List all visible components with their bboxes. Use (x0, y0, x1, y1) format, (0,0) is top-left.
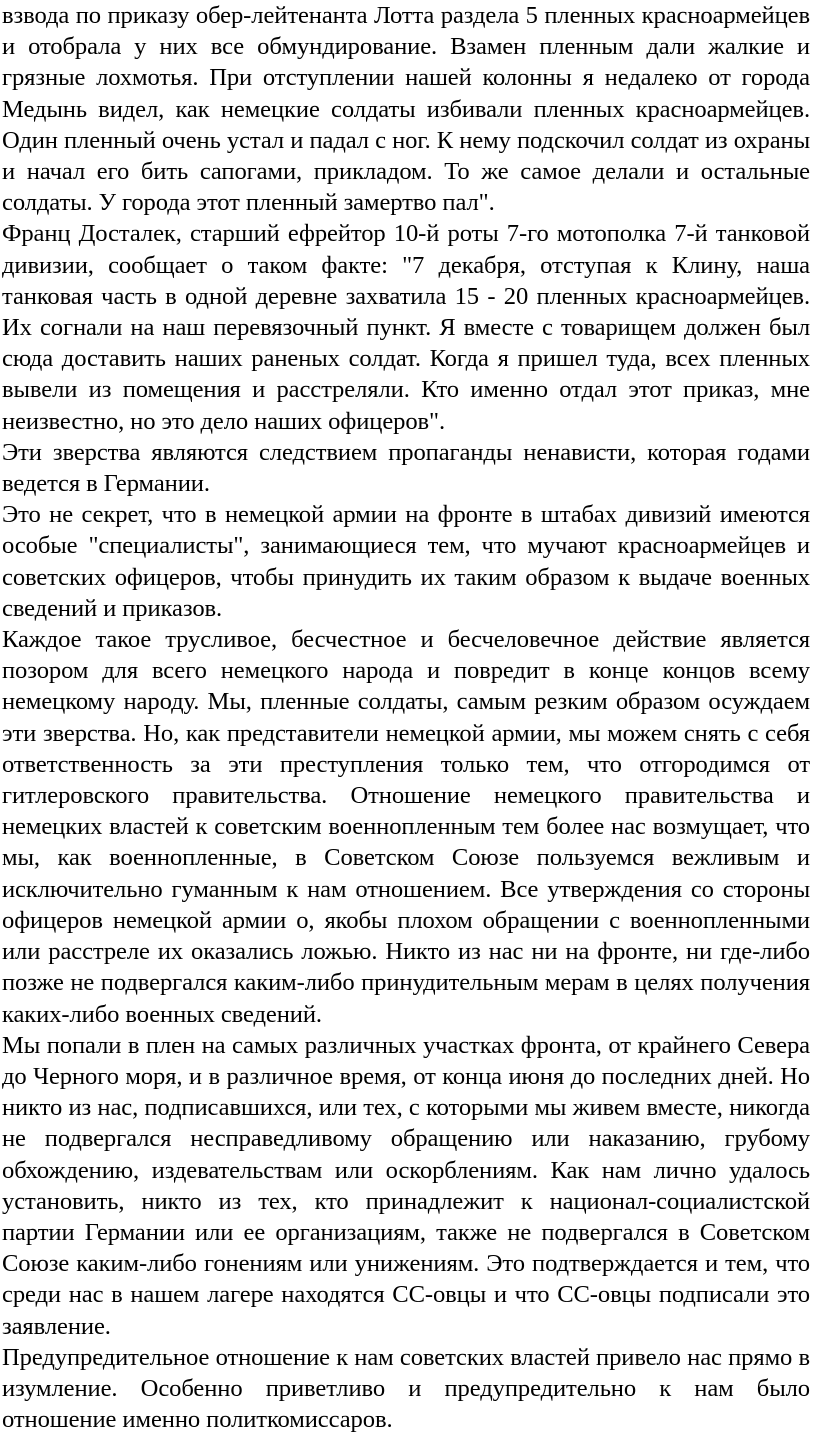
paragraph: Мы попали в плен на самых различных участках фронта, от крайнего Севера до Черного моря, и в различное время, от конца июня до последних дней. Но никто из нас, подписавшихся, или тех, с которыми мы живем вместе, никогда не подвергался несправедливому обращению или наказанию, грубому обхождению, издевательствам или оскорблениям. Как нам лично удалось установить, никто из тех, кто принадлежит к национал-социалистской партии Германии или ее организациям, также не подвергался в Советском Союзе каким-либо гонениям или унижениям. Это подтверждается и тем, что среди нас в нашем лагере находятся СС-овцы и что СС-овцы подписали это заявление. (2, 1031, 810, 1340)
paragraph: Каждое такое трусливое, бесчестное и бесчеловечное действие является позором для всего немецкого народа и повредит в конце концов всему немецкому народу. Мы, пленные солдаты, самым резким образом осуждаем эти зверства. Но, как представители немецкой армии, мы можем снять с себя ответственность за эти преступления только тем, что отгородимся от гитлеровского правительства. Отношение немецкого правительства и немецких властей к советским военнопленным тем более нас возмущает, что мы, как военнопленные, в Советском Союзе пользуемся вежливым и исключительно гуманным к нам отношением. Все утверждения со стороны офицеров немецкой армии о, якобы плохом обращении с военнопленными или расстреле их оказались ложью. Никто из нас ни на фронте, ни где-либо позже не подвергался каким-либо принудительным мерам в целях получения каких-либо военных сведений. (2, 626, 810, 1028)
paragraph: взвода по приказу обер-лейтенанта Лотта раздела 5 пленных красноармейцев и отобрала у них все обмундирование. Взамен пленным дали жалкие и грязные лохмотья. При отступлении нашей колонны я недалеко от города Медынь видел, как немецкие солдаты избивали пленных красноармейцев. Один пленный очень устал и падал с ног. К нему подскочил солдат из охраны и начал его бить сапогами, прикладом. То же самое делали и остальные солдаты. У города этот пленный замертво пал". (2, 2, 810, 217)
paragraph: Эти зверства являются следствием пропаганды ненависти, которая годами ведется в Германии. (2, 438, 810, 498)
paragraph: Франц Досталек, старший ефрейтор 10-й роты 7-го мотополка 7-й танковой дивизии, сообщает о таком факте: "7 декабря, отступая к Клину, наша танковая часть в одной деревне захватила 15 - 20 пленных красноармейцев. Их согнали на наш перевязочный пункт. Я вместе с товарищем должен был сюда доставить наших раненых солдат. Когда я пришел туда, всех пленных вывели из помещения и расстреляли. Кто именно отдал этот приказ, мне неизвестно, но это дело наших офицеров". (2, 220, 810, 435)
paragraph: Предупредительное отношение к нам советских властей привело нас прямо в изумление. Особенно приветливо и предупредительно к нам было отношение именно политкомиссаров. (2, 1343, 810, 1434)
paragraph: Это не секрет, что в немецкой армии на фронте в штабах дивизий имеются особые "специалисты", занимающиеся тем, что мучают красноармейцев и советских офицеров, чтобы принудить их таким образом к выдаче военных сведений и приказов. (2, 501, 810, 622)
